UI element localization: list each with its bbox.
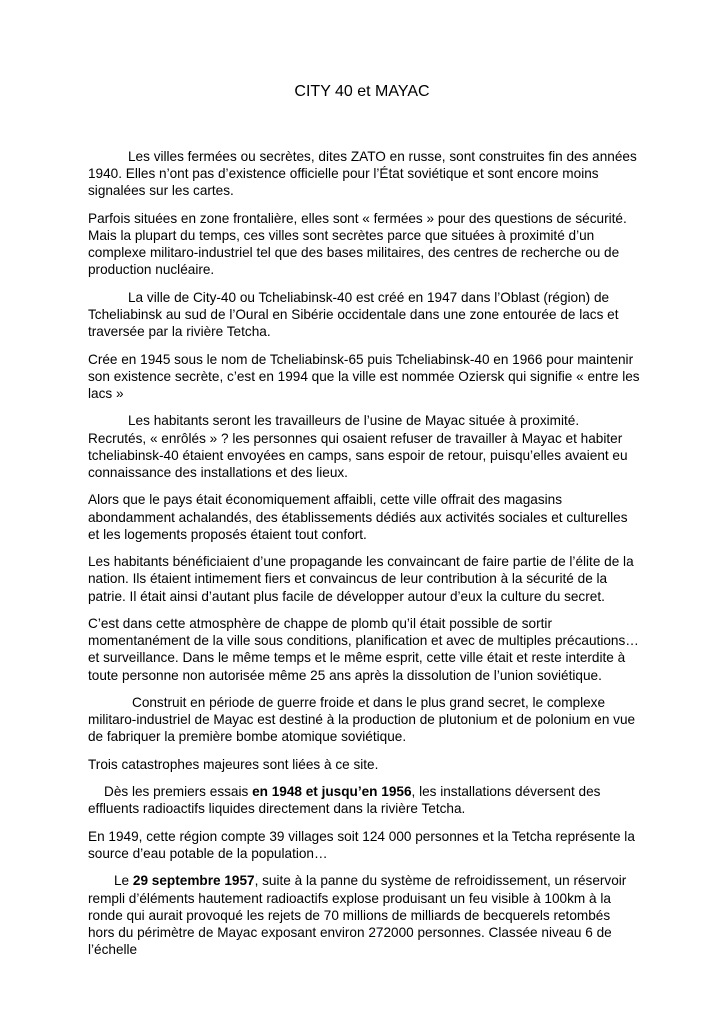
bold-date: 29 septembre 1957	[132, 873, 255, 889]
text-run: , suite à la panne du système de refroidissement, un réservoir rempli d’éléments hautement radioactifs explose produisant un feu visible à 100km à la ronde qui aurait provoqué les rejets de 70 millions de milliards de becquerels retombés hors du périmètre de Mayac exposant environ 272000 personnes. Classée niveau 6 de l’échelle	[88, 873, 627, 958]
text-run: , les installations déversent des effluents radioactifs liquides directement dans la rivière Tetcha.	[88, 784, 601, 817]
paragraph-city-40-creation: La ville de City-40 ou Tcheliabinsk-40 est créé en 1947 dans l’Oblast (région) de Tcheliabinsk au sud de l’Oural en Sibérie occidentale dans une zone entourée de lacs et traversée par la rivière Tetcha.	[88, 289, 619, 340]
text-run: Dès les premiers essais	[104, 784, 253, 800]
page-title: CITY 40 et MAYAC	[294, 83, 430, 100]
bold-date-range: en 1948 et jusqu’en 1956	[252, 784, 412, 800]
document-body	[88, 148, 640, 969]
paragraph-three-catastrophes: Trois catastrophes majeures sont liées à ce site.	[88, 756, 379, 772]
paragraph-first-catastrophe	[88, 783, 640, 817]
text-run: Le	[114, 873, 133, 889]
paragraph-city-comfort: Alors que le pays était économiquement affaibli, cette ville offrait des magasins abondamment achalandés, des établissements dédiés aux activités sociales et culturelles et les logements proposés étaient tout confort.	[88, 492, 628, 542]
paragraph-mayac-complex: Construit en période de guerre froide et dans le plus grand secret, le complexe militaro-industriel de Mayac est destiné à la production de plutonium et de polonium en vue de fabriquer la première bombe atomique soviétique.	[88, 694, 636, 745]
paragraph-inhabitants: Les habitants seront les travailleurs de l’usine de Mayac située à proximité. Recrutés, « enrôlés » ? les personnes qui osaient refuser de travailler à Mayac et habiter tcheliabinsk-40 étaient envoyées en camps, sans espoir de retour, puisqu’elles avaient eu connaissance des installations et des lieux.	[88, 413, 628, 480]
paragraph-villages-1949: En 1949, cette région compte 39 villages soit 124 000 personnes et la Tetcha représente la source d’eau potable de la population…	[88, 828, 635, 861]
paragraph-closed-cities: Les villes fermées ou secrètes, dites ZATO en russe, sont construites fin des années 1940. Elles n’ont pas d’existence officielle pour l’État soviétique et sont encore moins signalées sur les cartes.	[88, 149, 637, 199]
paragraph-explosion-1957	[88, 872, 640, 958]
paragraph-propaganda: Les habitants bénéficiaient d’une propagande les convaincant de faire partie de l’élite de la nation. Ils étaient intimement fiers et convaincus de leur contribution à la sécurité de la patrie. Il était ainsi d’autant plus facile de développer autour d’eux la culture du secret.	[88, 554, 634, 604]
paragraph-security-reasons: Parfois situées en zone frontalière, elles sont « fermées » pour des questions de sécurité. Mais la plupart du temps, ces villes sont secrètes parce que situées à proximité d’un complexe militaro-industriel tel que des bases militaires, des centres de recherche ou de production nucléaire.	[88, 210, 627, 278]
paragraph-atmosphere: C’est dans cette atmosphère de chappe de plomb qu’il était possible de sortir momentanément de la ville sous conditions, planification et avec de multiples précautions…et surveillance. Dans le même temps et le même esprit, cette ville était et reste interdite à toute personne non autorisée même 25 ans après la dissolution de l’union soviétique.	[88, 615, 639, 683]
paragraph-city-names: Crée en 1945 sous le nom de Tcheliabinsk-65 puis Tcheliabinsk-40 en 1966 pour maintenir son existence secrète, c’est en 1994 que la ville est nommée Oziersk qui signifie « entre les lacs »	[88, 351, 640, 401]
